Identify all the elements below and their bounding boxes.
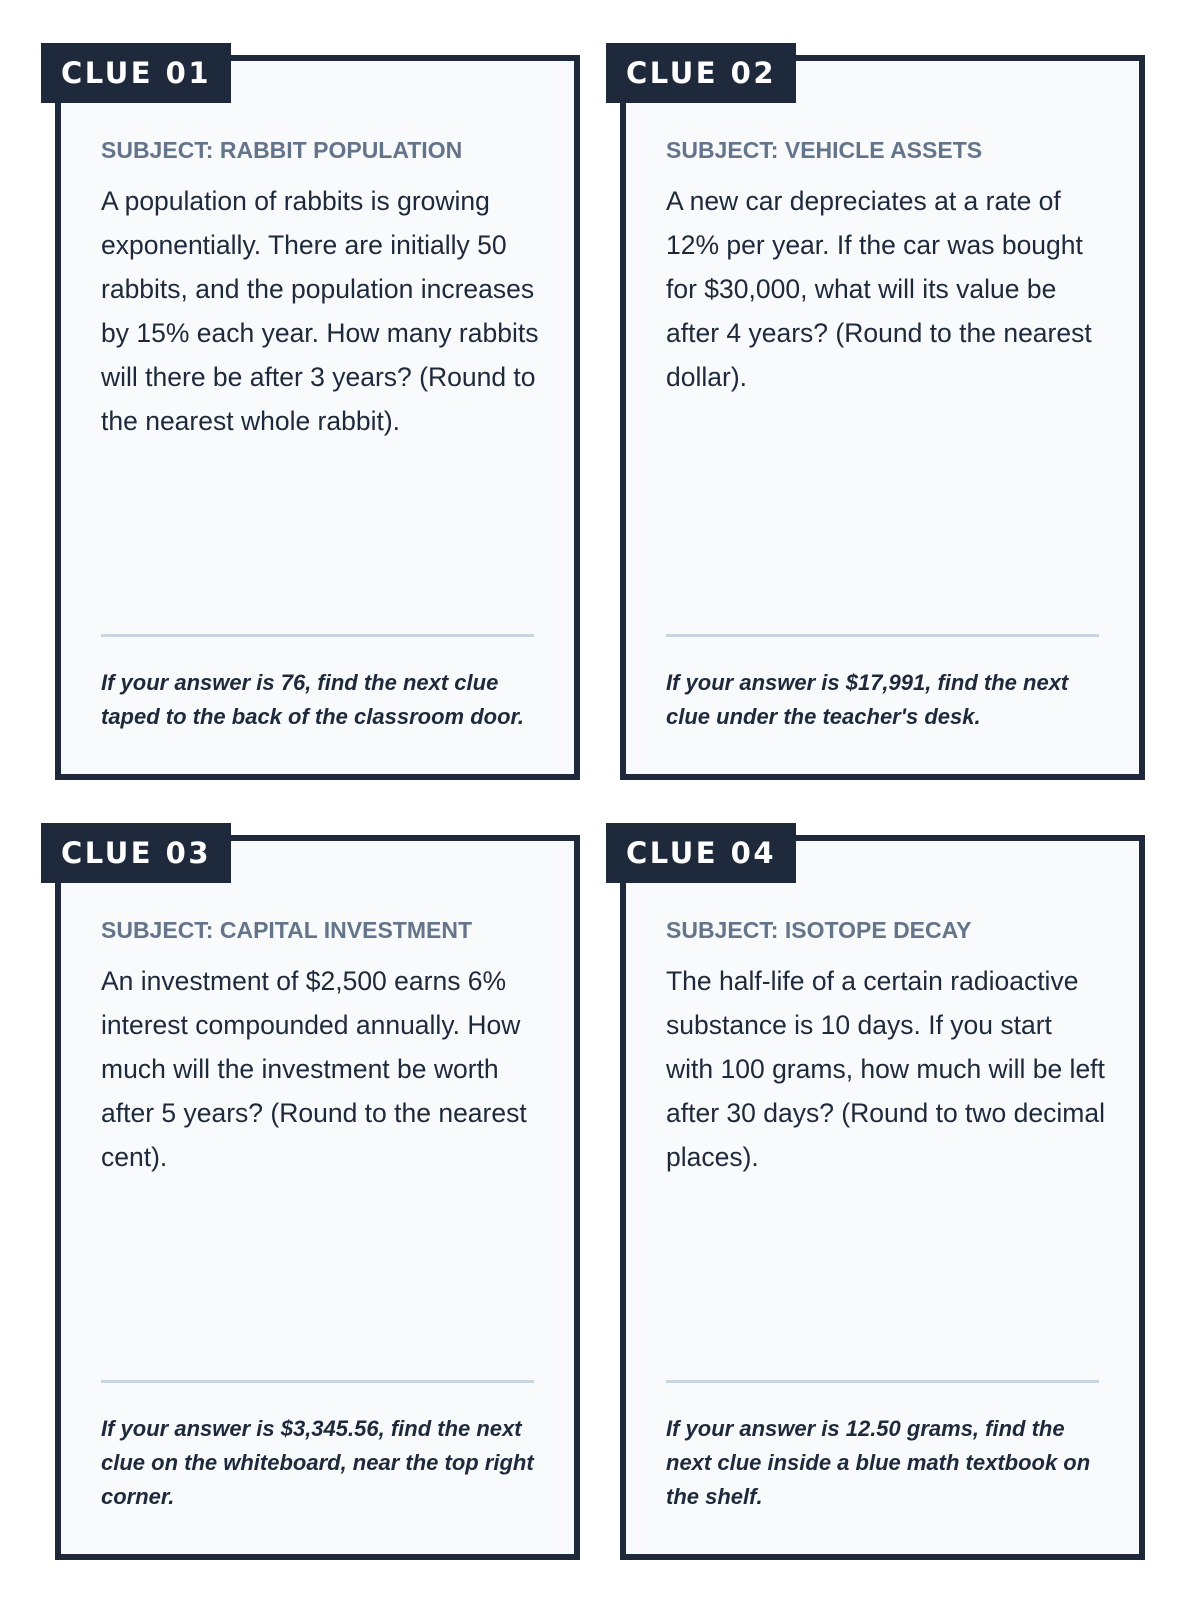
clue-answer-instruction: If your answer is $17,991, find the next clue under the teacher's desk. (666, 634, 1099, 734)
clue-label: CLUE 04 (606, 823, 796, 883)
clue-question: An investment of $2,500 earns 6% interest compounded annually. How much will the investment be worth after 5 years? (Round to the nearest cent). (101, 966, 527, 1172)
clue-answer-instruction: If your answer is $3,345.56, find the next clue on the whiteboard, near the top right corner. (101, 1380, 534, 1514)
clue-subject: SUBJECT: VEHICLE ASSETS (666, 137, 983, 163)
clue-answer-instruction: If your answer is 76, find the next clue taped to the back of the classroom door. (101, 634, 534, 734)
clue-subject: SUBJECT: CAPITAL INVESTMENT (101, 917, 473, 943)
clue-label: CLUE 01 (41, 43, 231, 103)
clue-card-02 (620, 55, 1145, 780)
clue-subject: SUBJECT: RABBIT POPULATION (101, 137, 463, 163)
clue-subject: SUBJECT: ISOTOPE DECAY (666, 917, 972, 943)
clue-label: CLUE 03 (41, 823, 231, 883)
clue-card-03 (55, 835, 580, 1560)
clue-label: CLUE 02 (606, 43, 796, 103)
clue-answer-instruction: If your answer is 12.50 grams, find the next clue inside a blue math textbook on the shelf. (666, 1380, 1099, 1514)
clue-question: The half-life of a certain radioactive substance is 10 days. If you start with 100 grams, how much will be left after 30 days? (Round to two decimal places). (666, 966, 1105, 1172)
clue-card-01 (55, 55, 580, 780)
clue-question: A new car depreciates at a rate of 12% per year. If the car was bought for $30,000, what will its value be after 4 years? (Round to the nearest dollar). (666, 186, 1092, 392)
clue-card-04 (620, 835, 1145, 1560)
clue-question: A population of rabbits is growing exponentially. There are initially 50 rabbits, and the population increases by 15% each year. How many rabbits will there be after 3 years? (Round to the nearest whole rabbit). (101, 186, 539, 436)
